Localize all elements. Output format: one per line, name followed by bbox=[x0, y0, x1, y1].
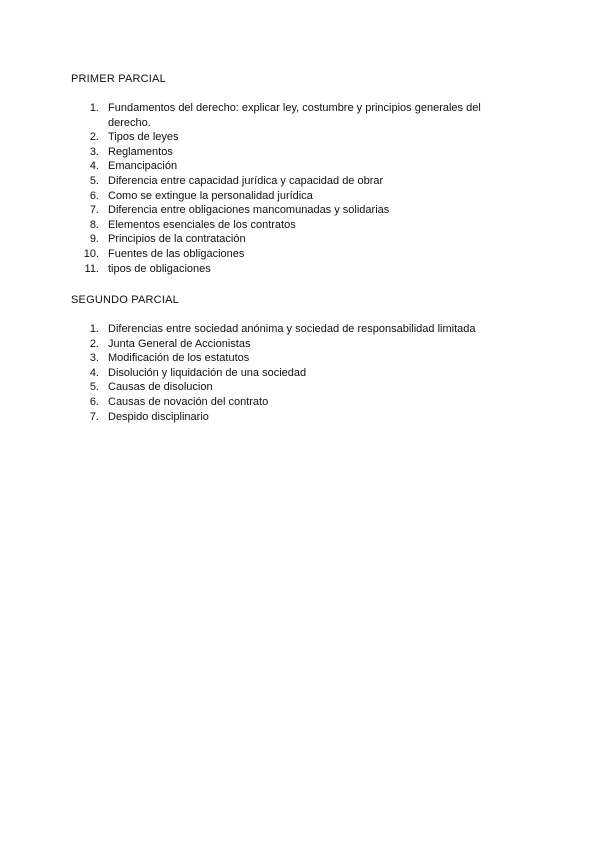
item-text: Emancipación bbox=[108, 160, 178, 173]
section-title-primer-parcial: PRIMER PARCIAL bbox=[71, 73, 166, 85]
item-number: 7. bbox=[89, 204, 99, 217]
item-text: Como se extingue la personalidad jurídica bbox=[108, 189, 313, 202]
item-text: tipos de obligaciones bbox=[108, 262, 211, 275]
item-text: Modificación de los estatutos bbox=[108, 352, 250, 365]
item-number: 9. bbox=[89, 233, 99, 246]
list-item bbox=[71, 366, 511, 381]
item-text: Causas de novación del contrato bbox=[108, 395, 269, 408]
item-text: Fuentes de las obligaciones bbox=[108, 247, 245, 260]
item-number: 8. bbox=[89, 218, 99, 231]
list-item bbox=[71, 380, 511, 395]
item-number: 4. bbox=[89, 160, 99, 173]
item-text: Principios de la contratación bbox=[108, 233, 246, 246]
item-text: Tipos de leyes bbox=[108, 131, 179, 144]
list-item bbox=[71, 410, 511, 425]
item-number: 4. bbox=[89, 366, 99, 379]
item-text: Diferencias entre sociedad anónima y sociedad de responsabilidad limitada bbox=[108, 323, 476, 335]
item-number: 10. bbox=[83, 247, 99, 260]
list-item bbox=[71, 218, 511, 233]
item-number: 1. bbox=[89, 102, 99, 114]
item-text: Despido disciplinario bbox=[108, 410, 209, 423]
list-item bbox=[71, 262, 511, 277]
list-item bbox=[71, 322, 511, 337]
list-item bbox=[71, 247, 511, 262]
primer-parcial-list bbox=[71, 101, 511, 276]
list-item bbox=[71, 232, 511, 247]
item-number: 6. bbox=[89, 189, 99, 202]
list-item bbox=[71, 351, 511, 366]
item-number: 6. bbox=[89, 395, 99, 408]
item-number: 5. bbox=[89, 381, 99, 394]
item-number: 2. bbox=[89, 337, 99, 350]
item-number: 7. bbox=[89, 410, 99, 423]
item-text: Elementos esenciales de los contratos bbox=[108, 218, 296, 231]
item-number: 3. bbox=[89, 352, 99, 365]
item-number: 1. bbox=[89, 323, 99, 335]
item-text: Junta General de Accionistas bbox=[108, 337, 251, 350]
item-text: Reglamentos bbox=[108, 145, 173, 158]
segundo-parcial-list bbox=[71, 322, 511, 424]
item-text: Disolución y liquidación de una sociedad bbox=[108, 366, 307, 379]
item-number: 11. bbox=[84, 262, 99, 275]
item-text: Diferencia entre capacidad jurídica y capacidad de obrar bbox=[108, 174, 384, 187]
list-item bbox=[71, 337, 511, 352]
item-number: 2. bbox=[89, 131, 99, 144]
list-item bbox=[71, 395, 511, 410]
list-item bbox=[71, 174, 511, 189]
list-item bbox=[71, 145, 511, 160]
item-number: 5. bbox=[89, 174, 99, 187]
list-item bbox=[71, 159, 511, 174]
item-text: Causas de disolucion bbox=[108, 381, 213, 394]
section-title-segundo-parcial: SEGUNDO PARCIAL bbox=[71, 294, 179, 306]
list-item bbox=[71, 189, 511, 204]
list-item bbox=[71, 101, 511, 130]
item-text: Fundamentos del derecho: explicar ley, costumbre y principios generales del derecho. bbox=[108, 102, 481, 129]
item-text: Diferencia entre obligaciones mancomunadas y solidarias bbox=[108, 204, 390, 217]
item-number: 3. bbox=[89, 145, 99, 158]
list-item bbox=[71, 130, 511, 145]
list-item bbox=[71, 203, 511, 218]
